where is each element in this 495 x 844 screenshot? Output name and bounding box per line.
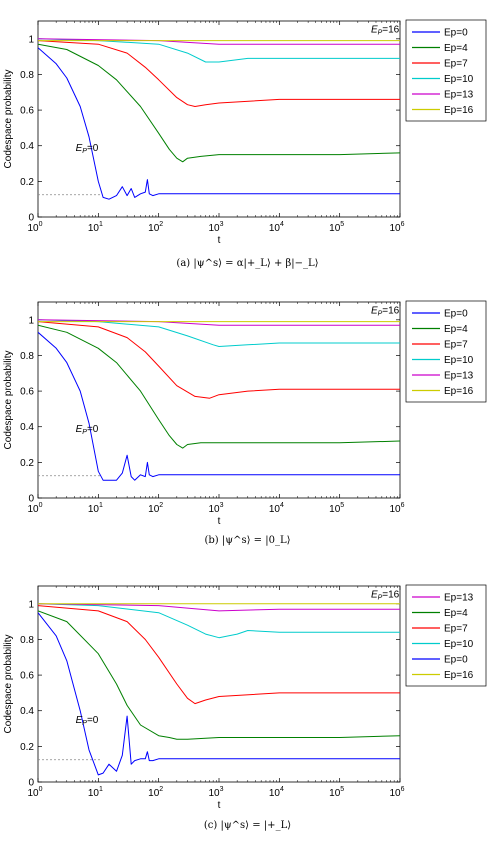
x-tick-label: $10^5$ xyxy=(329,786,345,799)
y-tick-label: 1 xyxy=(28,599,34,611)
y-tick-label: 0.6 xyxy=(20,386,34,398)
y-tick-label: 1 xyxy=(28,315,34,327)
y-axis-label: Codespace probability xyxy=(3,634,14,734)
plot-area xyxy=(38,586,400,782)
y-tick-label: 0.2 xyxy=(20,741,34,753)
y-tick-label: 0.4 xyxy=(20,141,34,153)
x-tick-label: $10^1$ xyxy=(87,221,103,234)
x-tick-label: $10^6$ xyxy=(389,221,405,234)
legend-label: Ep=10 xyxy=(444,639,474,650)
y-tick-label: 0 xyxy=(28,212,34,224)
y-tick-label: 0.6 xyxy=(20,105,34,117)
caption-a: (a) |ψ^s⟩ = α|+_L⟩ + β|−_L⟩ xyxy=(176,258,319,269)
legend-label: Ep=7 xyxy=(444,339,468,351)
legend-label: Ep=13 xyxy=(444,370,474,382)
legend-label: Ep=0 xyxy=(444,654,468,666)
annotation-ep16: $E_P=16$ xyxy=(370,305,400,318)
legend xyxy=(406,301,486,402)
plot-area xyxy=(38,21,400,217)
y-tick-label: 0.8 xyxy=(20,69,34,81)
y-tick-label: 0.4 xyxy=(20,706,34,718)
plot-area xyxy=(38,302,400,498)
legend-label: Ep=16 xyxy=(444,670,474,681)
y-tick-label: 0.8 xyxy=(20,634,34,646)
y-tick-label: 0.2 xyxy=(20,176,34,188)
y-tick-label: 1 xyxy=(28,34,34,46)
x-tick-label: $10^2$ xyxy=(148,786,164,799)
legend-label: Ep=7 xyxy=(444,623,468,635)
x-tick-label: $10^4$ xyxy=(268,221,284,234)
y-tick-label: 0.4 xyxy=(20,422,34,434)
y-tick-label: 0 xyxy=(28,777,34,789)
y-tick-label: 0.6 xyxy=(20,670,34,682)
x-axis-label: t xyxy=(217,800,221,811)
legend-label: Ep=16 xyxy=(444,105,474,116)
annotation-ep0: $E_P=0$ xyxy=(75,424,99,437)
x-tick-label: $10^0$ xyxy=(27,221,43,234)
legend-label: Ep=13 xyxy=(444,592,474,604)
annotation-ep0: $E_P=0$ xyxy=(75,715,99,728)
annotation-ep16: $E_P=16$ xyxy=(370,24,400,37)
annotation-ep0: $E_P=0$ xyxy=(75,143,99,156)
legend-label: Ep=4 xyxy=(444,324,468,335)
y-tick-label: 0 xyxy=(28,493,34,505)
x-axis-label: t xyxy=(217,516,221,527)
legend-label: Ep=4 xyxy=(444,608,468,619)
legend xyxy=(406,585,486,686)
x-tick-label: $10^3$ xyxy=(208,502,224,515)
caption-b: (b) |ψ^s⟩ = |0_L⟩ xyxy=(204,535,291,546)
x-tick-label: $10^6$ xyxy=(389,502,405,515)
legend-label: Ep=13 xyxy=(444,89,474,101)
y-axis-label: Codespace probability xyxy=(3,69,14,169)
x-tick-label: $10^4$ xyxy=(268,786,284,799)
x-tick-label: $10^2$ xyxy=(148,502,164,515)
legend-label: Ep=10 xyxy=(444,355,474,366)
x-tick-label: $10^0$ xyxy=(27,786,43,799)
legend-label: Ep=7 xyxy=(444,58,468,70)
x-tick-label: $10^6$ xyxy=(389,786,405,799)
x-tick-label: $10^0$ xyxy=(27,502,43,515)
legend-label: Ep=0 xyxy=(444,27,468,39)
legend-label: Ep=10 xyxy=(444,74,474,85)
legend-label: Ep=0 xyxy=(444,308,468,320)
y-tick-label: 0.2 xyxy=(20,457,34,469)
x-axis-label: t xyxy=(217,235,221,246)
chart-panel-3 xyxy=(3,585,486,811)
y-tick-label: 0.8 xyxy=(20,350,34,362)
x-tick-label: $10^3$ xyxy=(208,786,224,799)
chart-panel-1 xyxy=(3,20,486,246)
x-tick-label: $10^5$ xyxy=(329,221,345,234)
x-tick-label: $10^3$ xyxy=(208,221,224,234)
legend-label: Ep=4 xyxy=(444,43,468,54)
annotation-ep16: $E_P=16$ xyxy=(370,589,400,602)
x-tick-label: $10^1$ xyxy=(87,502,103,515)
x-tick-label: $10^5$ xyxy=(329,502,345,515)
x-tick-label: $10^4$ xyxy=(268,502,284,515)
chart-panel-2 xyxy=(3,301,486,527)
x-tick-label: $10^1$ xyxy=(87,786,103,799)
y-axis-label: Codespace probability xyxy=(3,350,14,450)
legend-label: Ep=16 xyxy=(444,386,474,397)
legend xyxy=(406,20,486,121)
x-tick-label: $10^2$ xyxy=(148,221,164,234)
caption-c: (c) |ψ^s⟩ = |+_L⟩ xyxy=(203,820,292,831)
